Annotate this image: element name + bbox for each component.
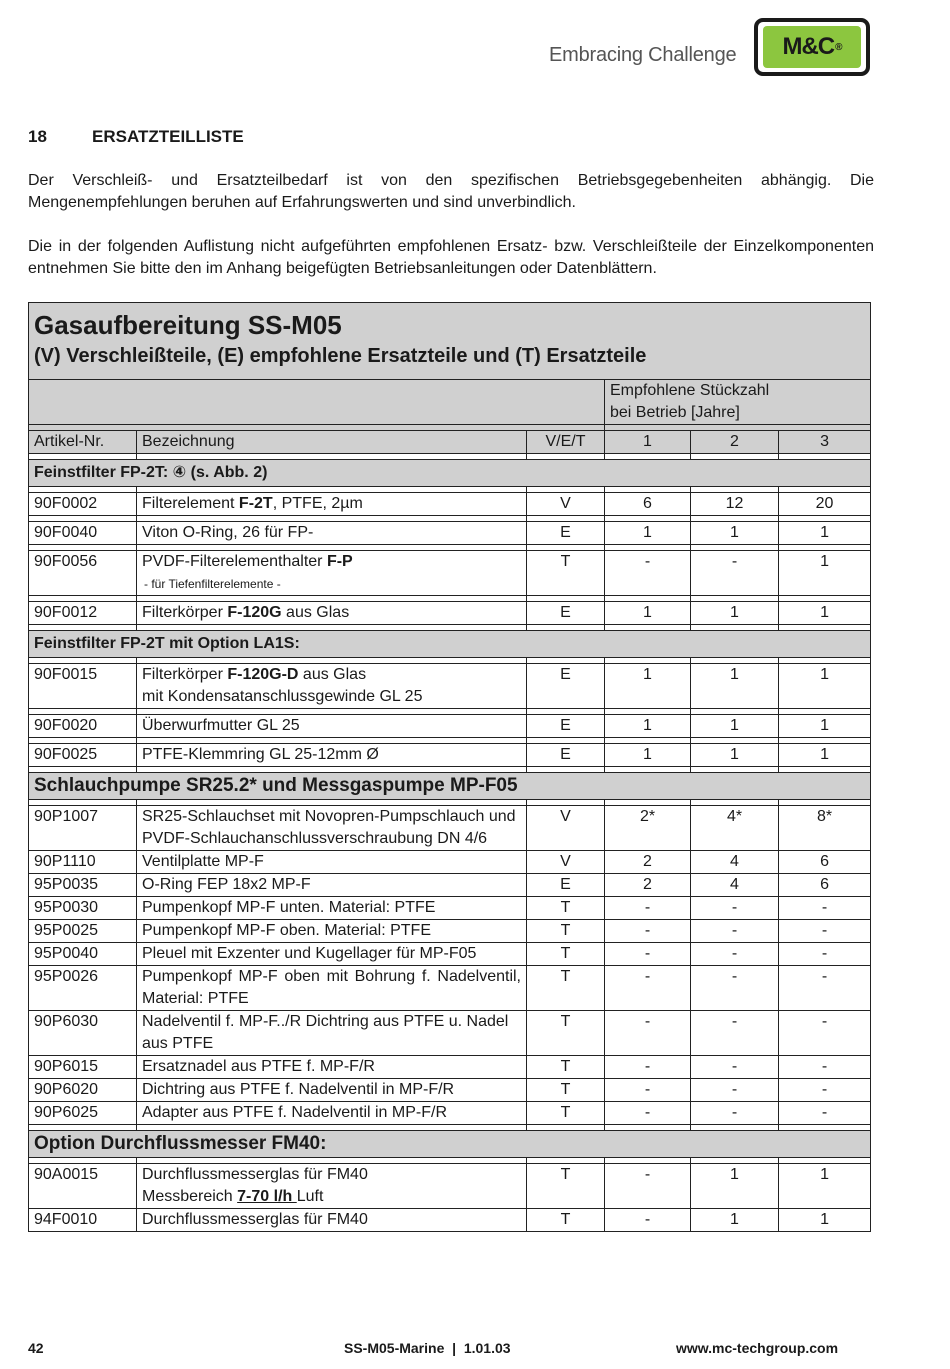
recommended-header-row xyxy=(29,380,871,425)
group-row: Schlauchpumpe SR25.2* und Messgaspumpe MP-F05 xyxy=(29,773,871,800)
header-slogan: Embracing Challenge xyxy=(549,44,737,66)
column-header-row xyxy=(29,431,871,454)
table-row: 90F0040 Viton O-Ring, 26 für FP- E 1 1 1 xyxy=(29,522,871,545)
website-link[interactable]: www.mc-techgroup.com xyxy=(676,1340,839,1356)
table-row: 90P6020 Dichtring aus PTFE f. Nadelventil in MP-F/R T - - - xyxy=(29,1079,871,1102)
table-row: 94F0010 Durchflussmesserglas für FM40 T - 1 1 xyxy=(29,1209,871,1232)
table-row: 90A0015 Durchflussmesserglas für FM40 Messbereich 7-70 l/h Luft T - 1 1 xyxy=(29,1164,871,1209)
table-row: 90P6025 Adapter aus PTFE f. Nadelventil in MP-F/R T - - - xyxy=(29,1102,871,1125)
col-year-2: 2 xyxy=(691,431,779,454)
intro-paragraph-2: Die in der folgenden Auflistung nicht aufgeführten empfohlenen Ersatz- bzw. Verschleißteile der Einzelkomponenten entnehmen Sie bitte den im Anhang beigefügten Betriebsanleitungen oder Datenblättern. xyxy=(28,238,874,277)
table-row: 90P1110 Ventilplatte MP-F V 2 4 6 xyxy=(29,851,871,874)
table-row: 95P0025 Pumpenkopf MP-F oben. Material: PTFE T - - - xyxy=(29,920,871,943)
group-row: Option Durchflussmesser FM40: xyxy=(29,1131,871,1158)
col-year-1: 1 xyxy=(605,431,691,454)
intro-paragraph-1: Der Verschleiß- und Ersatzteilbedarf ist von den spezifischen Betriebsgegebenheiten abhängig. Die Mengenempfehlungen beruhen auf Erfahrungswerten und sind unverbindlich. xyxy=(28,172,874,211)
table-row: 95P0035 O-Ring FEP 18x2 MP-F E 2 4 6 xyxy=(29,874,871,897)
col-year-3: 3 xyxy=(779,431,871,454)
table-subtitle: (V) Verschleißteile, (E) empfohlene Ersatzteile und (T) Ersatzteile xyxy=(34,345,647,367)
table-row: 90F0015 Filterkörper F-120G-D aus Glas mit Kondensatanschlussgewinde GL 25 E 1 1 1 xyxy=(29,664,871,709)
table-row: 90F0012 Filterkörper F-120G aus Glas E 1 1 1 xyxy=(29,602,871,625)
document-version: SS-M05-Marine | 1.01.03 xyxy=(344,1340,511,1356)
section-title: ERSATZTEILLISTE xyxy=(92,127,244,146)
section-heading xyxy=(28,127,244,147)
table-row: 95P0040 Pleuel mit Exzenter und Kugellager für MP-F05 T - - - xyxy=(29,943,871,966)
col-vet: V/E/T xyxy=(527,431,605,454)
page-number: 42 xyxy=(28,1340,44,1356)
logo-text: M&C xyxy=(782,33,835,60)
company-logo xyxy=(754,18,870,76)
table-row: 95P0026 Pumpenkopf MP-F oben mit Bohrung f. Nadelventil, Material: PTFE T - - - xyxy=(29,966,871,1011)
table-row: 90F0002 Filterelement F-2T, PTFE, 2µm V 6 12 20 xyxy=(29,493,871,516)
group-row: Feinstfilter FP-2T: ④ (s. Abb. 2) xyxy=(29,460,871,487)
spare-parts-table xyxy=(28,302,871,1232)
table-row: 90F0025 PTFE-Klemmring GL 25-12mm Ø E 1 1 1 xyxy=(29,744,871,767)
recommended-qty-label: Empfohlene Stückzahl xyxy=(610,382,770,399)
table-title: Gasaufbereitung SS-M05 xyxy=(34,310,342,340)
table-row: 90F0020 Überwurfmutter GL 25 E 1 1 1 xyxy=(29,715,871,738)
table-row: 90P1007 SR25-Schlauchset mit Novopren-Pumpschlauch und PVDF-Schlauchanschlussverschraubung DN 4/6 V 2* 4* 8* xyxy=(29,806,871,851)
table-row: 90P6030 Nadelventil f. MP-F../R Dichtring aus PTFE u. Nadel aus PTFE T - - - xyxy=(29,1011,871,1056)
logo-registered-mark: ® xyxy=(835,41,842,53)
col-description: Bezeichnung xyxy=(137,431,527,454)
group-row: Feinstfilter FP-2T mit Option LA1S: xyxy=(29,631,871,658)
col-article: Artikel-Nr. xyxy=(29,431,137,454)
table-row: 95P0030 Pumpenkopf MP-F unten. Material: PTFE T - - - xyxy=(29,897,871,920)
table-title-row xyxy=(29,303,871,380)
table-row: 90F0056 PVDF-Filterelementhalter F-P - für Tiefenfilterelemente - T - - 1 xyxy=(29,551,871,596)
recommended-period-label: bei Betrieb [Jahre] xyxy=(610,404,740,421)
section-number: 18 xyxy=(28,127,47,146)
table-row: 90P6015 Ersatznadel aus PTFE f. MP-F/R T - - - xyxy=(29,1056,871,1079)
